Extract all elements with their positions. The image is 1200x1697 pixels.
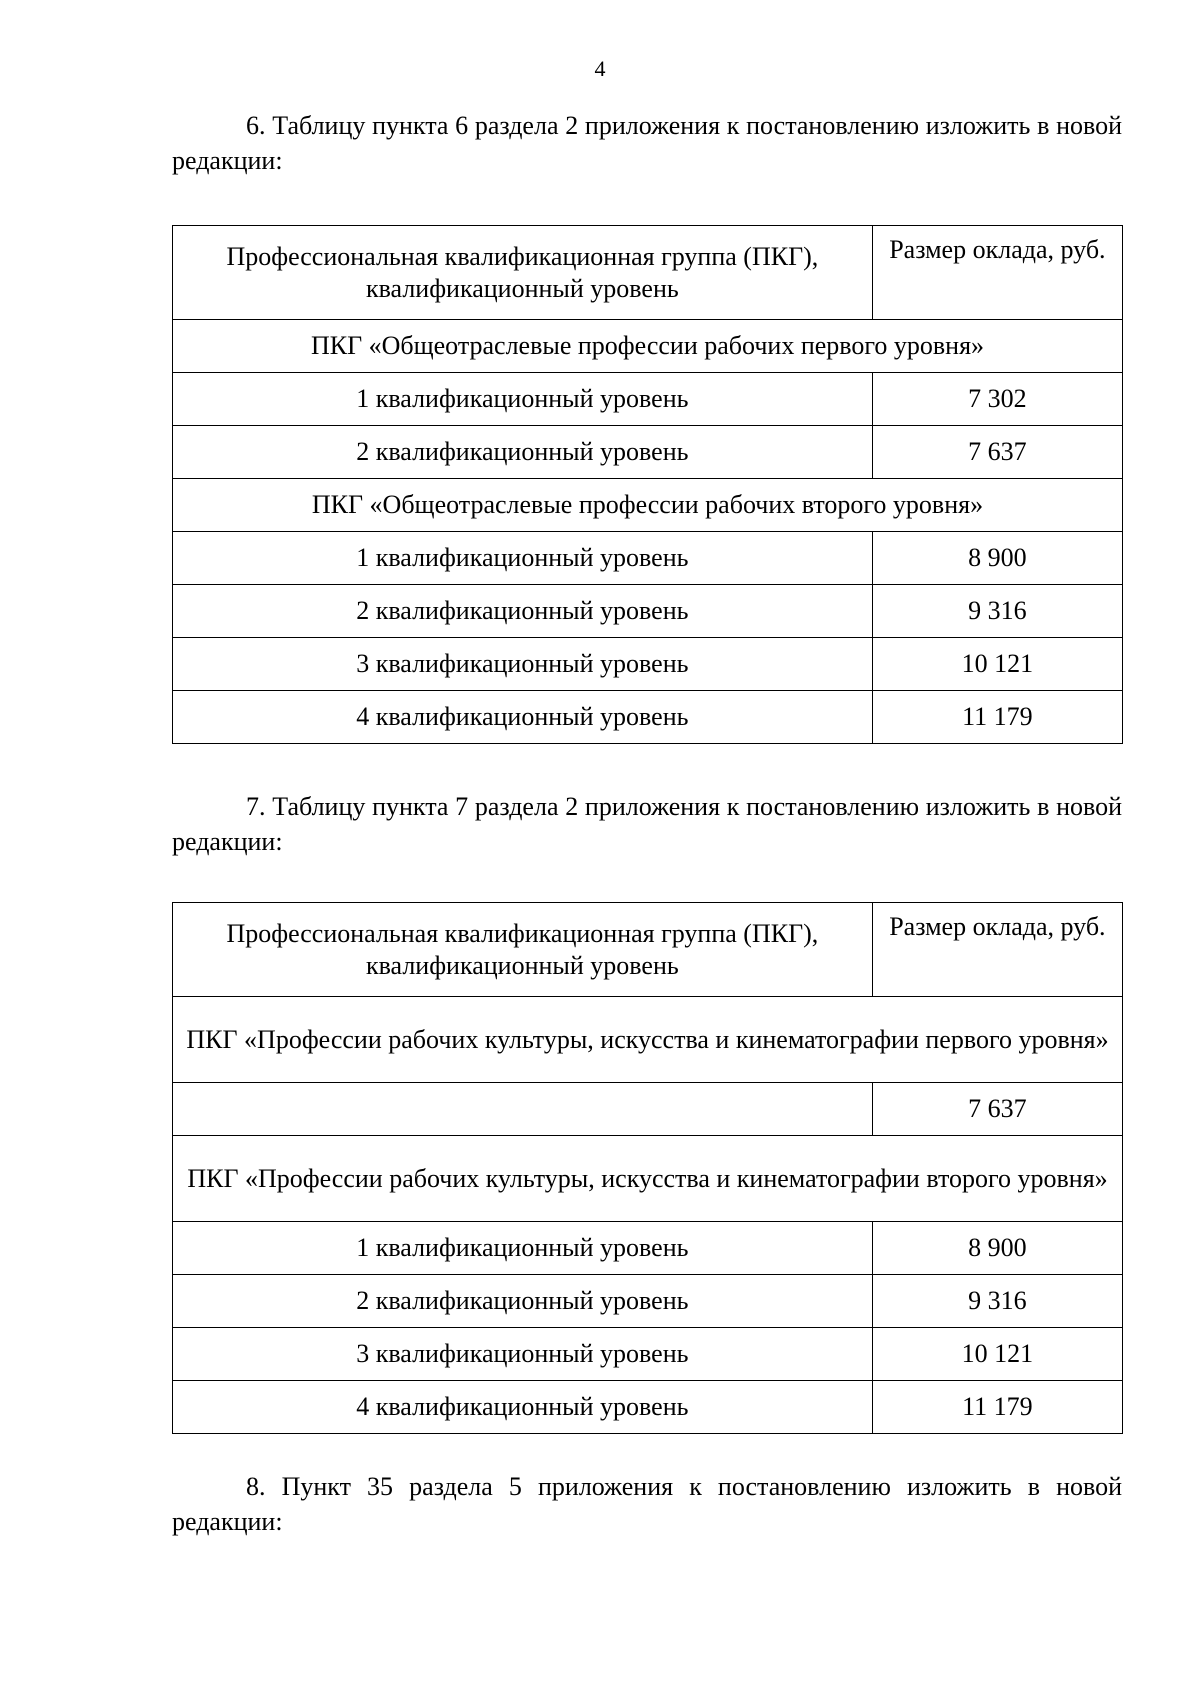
section-6-intro: 6. Таблицу пункта 6 раздела 2 приложения к постановлению изложить в новой редакции: — [172, 111, 1122, 175]
header-group-level: Профессиональная квалификационная группа (ПКГ), квалификационный уровень — [173, 903, 873, 997]
table-row — [173, 691, 1123, 744]
salary-cell: 11 179 — [872, 1381, 1122, 1434]
salary-cell: 7 637 — [872, 1083, 1122, 1136]
header-group-level: Профессиональная квалификационная группа (ПКГ), квалификационный уровень — [173, 226, 873, 320]
table-header-row — [173, 903, 1123, 997]
level-cell: 3 квалификационный уровень — [173, 1328, 873, 1381]
group-title-row — [173, 320, 1123, 373]
section-8-intro: 8. Пункт 35 раздела 5 приложения к постановлению изложить в новой редакции: — [172, 1472, 1122, 1536]
header-salary: Размер оклада, руб. — [872, 226, 1122, 320]
salary-cell: 9 316 — [872, 1275, 1122, 1328]
level-cell: 4 квалификационный уровень — [173, 1381, 873, 1434]
table-row — [173, 585, 1123, 638]
level-cell — [173, 1083, 873, 1136]
table-header-row — [173, 226, 1123, 320]
salary-cell: 7 302 — [872, 373, 1122, 426]
table-row — [173, 1083, 1123, 1136]
level-cell: 1 квалификационный уровень — [173, 1222, 873, 1275]
group-title: ПКГ «Профессии рабочих культуры, искусства и кинематографии второго уровня» — [173, 1136, 1123, 1222]
level-cell: 2 квалификационный уровень — [173, 585, 873, 638]
salary-cell: 8 900 — [872, 532, 1122, 585]
level-cell: 1 квалификационный уровень — [173, 373, 873, 426]
table-section-6 — [172, 225, 1123, 744]
group-title: ПКГ «Общеотраслевые профессии рабочих второго уровня» — [173, 479, 1123, 532]
salary-cell: 9 316 — [872, 585, 1122, 638]
level-cell: 3 квалификационный уровень — [173, 638, 873, 691]
level-cell: 2 квалификационный уровень — [173, 426, 873, 479]
page-number: 4 — [594, 56, 606, 81]
group-title-row — [173, 997, 1123, 1083]
salary-cell: 10 121 — [872, 1328, 1122, 1381]
table-row — [173, 1222, 1123, 1275]
salary-cell: 10 121 — [872, 638, 1122, 691]
table-row — [173, 373, 1123, 426]
table-row — [173, 1275, 1123, 1328]
salary-cell: 11 179 — [872, 691, 1122, 744]
table-row — [173, 1328, 1123, 1381]
group-title: ПКГ «Общеотраслевые профессии рабочих первого уровня» — [173, 320, 1123, 373]
salary-cell: 8 900 — [872, 1222, 1122, 1275]
table-section-7 — [172, 902, 1123, 1434]
section-7-intro: 7. Таблицу пункта 7 раздела 2 приложения к постановлению изложить в новой редакции: — [172, 792, 1122, 856]
level-cell: 1 квалификационный уровень — [173, 532, 873, 585]
group-title-row — [173, 479, 1123, 532]
group-title-row — [173, 1136, 1123, 1222]
level-cell: 2 квалификационный уровень — [173, 1275, 873, 1328]
table-row — [173, 1381, 1123, 1434]
level-cell: 4 квалификационный уровень — [173, 691, 873, 744]
table-row — [173, 426, 1123, 479]
table-row — [173, 638, 1123, 691]
table-row — [173, 532, 1123, 585]
salary-cell: 7 637 — [872, 426, 1122, 479]
header-salary: Размер оклада, руб. — [872, 903, 1122, 997]
group-title: ПКГ «Профессии рабочих культуры, искусства и кинематографии первого уровня» — [173, 997, 1123, 1083]
